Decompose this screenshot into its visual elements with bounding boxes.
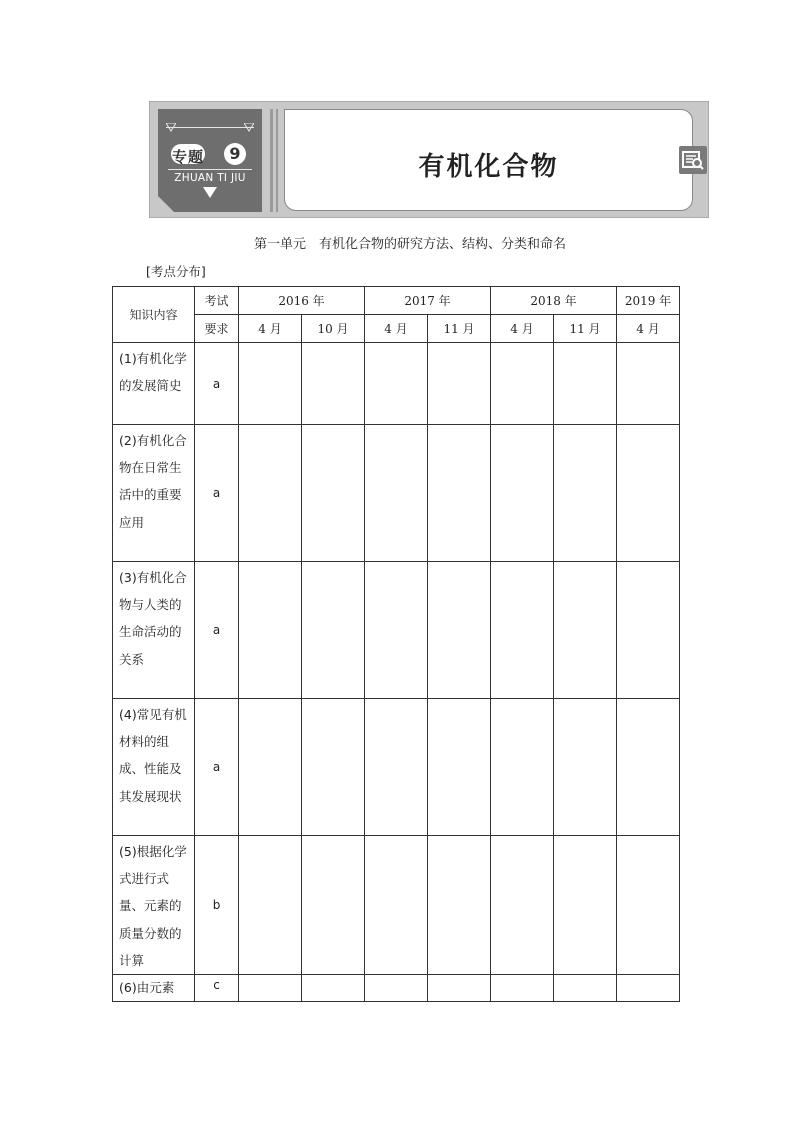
req-cell: a — [195, 425, 239, 562]
badge-arrow-line — [168, 169, 252, 170]
req-cell: a — [195, 699, 239, 836]
month-cell: 11 月 — [554, 315, 617, 343]
table-row — [113, 562, 680, 699]
badge-number: 9 — [224, 143, 246, 165]
badge-pinyin: ZHUAN TI JIU — [174, 172, 246, 184]
badge-fold — [158, 196, 174, 212]
table-row — [113, 699, 680, 836]
topic-cell: (2)有机化合物在日常生活中的重要应用 — [113, 425, 195, 562]
table-row — [113, 425, 680, 562]
table-row — [113, 975, 680, 1002]
month-cell: 4 月 — [491, 315, 554, 343]
req-cell: c — [195, 975, 239, 1002]
triangle-left-icon — [166, 123, 176, 133]
table-header-row-2 — [113, 315, 680, 343]
year-2017: 2017 年 — [365, 287, 491, 315]
topic-cell: (1)有机化学的发展简史 — [113, 343, 195, 425]
header-req-line1: 考试 — [195, 287, 239, 315]
section-label: [考点分布] — [146, 264, 206, 279]
year-2018: 2018 年 — [491, 287, 617, 315]
month-cell: 4 月 — [239, 315, 302, 343]
req-cell: b — [195, 836, 239, 975]
badge-label: 专题 — [172, 148, 205, 166]
banner-separator-2 — [276, 109, 278, 212]
req-cell: a — [195, 343, 239, 425]
year-2016: 2016 年 — [239, 287, 365, 315]
triangle-right-icon — [244, 123, 254, 133]
book-search-icon[interactable] — [679, 146, 707, 174]
month-cell: 11 月 — [428, 315, 491, 343]
year-2019: 2019 年 — [617, 287, 680, 315]
unit-title: 第一单元 有机化合物的研究方法、结构、分类和命名 — [253, 237, 566, 252]
header-req-line2: 要求 — [195, 315, 239, 343]
chapter-badge — [158, 109, 262, 212]
month-cell: 4 月 — [365, 315, 428, 343]
month-cell: 10 月 — [302, 315, 365, 343]
exam-distribution-table — [112, 286, 680, 1002]
badge-top-line — [166, 127, 254, 128]
month-cell: 4 月 — [617, 315, 680, 343]
topic-cell: (5)根据化学式进行式量、元素的质量分数的计算 — [113, 836, 195, 975]
banner-separator — [270, 109, 273, 212]
table-header-row-1 — [113, 287, 680, 315]
header-topic: 知识内容 — [113, 287, 195, 343]
req-cell: a — [195, 562, 239, 699]
chapter-title: 有机化合物 — [418, 152, 559, 182]
table-row — [113, 836, 680, 975]
topic-cell: (3)有机化合物与人类的生命活动的关系 — [113, 562, 195, 699]
table-row — [113, 343, 680, 425]
topic-cell: (4)常见有机材料的组成、性能及其发展现状 — [113, 699, 195, 836]
topic-cell: (6)由元素 — [113, 975, 195, 1002]
down-triangle-icon — [203, 187, 217, 198]
